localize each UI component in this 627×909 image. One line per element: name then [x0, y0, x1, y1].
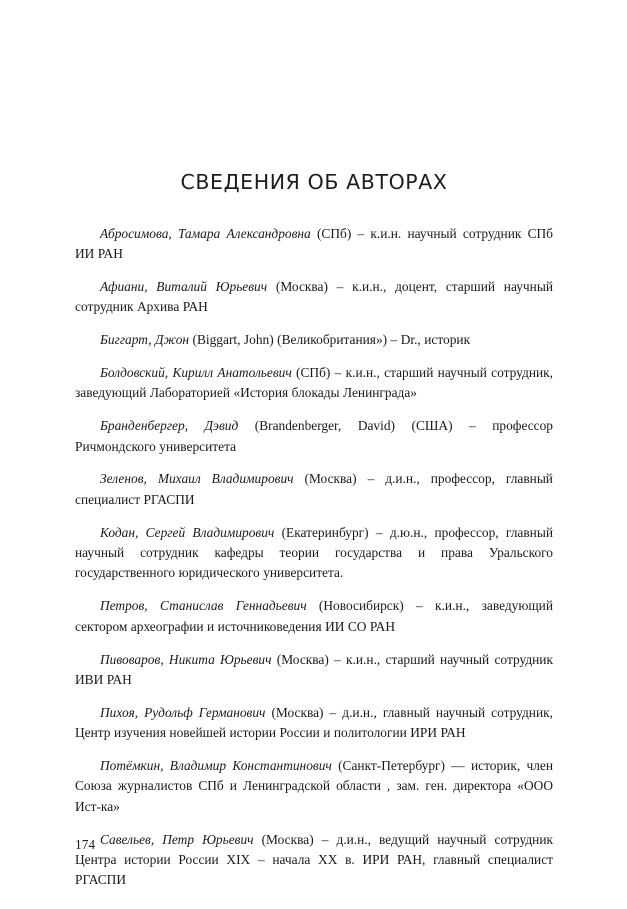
author-entry — [75, 363, 553, 404]
author-details: (Москва) – к.и.н., доцент, старший научный сотрудник Архива РАН — [75, 278, 553, 315]
author-name: Пихоя, Рудольф Германович — [100, 704, 266, 720]
author-entry — [75, 277, 553, 318]
author-details: (Biggart, John) (Великобритания») – Dr., историк — [189, 332, 471, 348]
author-details: (СПб) – к.и.н. научный сотрудник СПб ИИ РАН — [75, 225, 553, 261]
author-details: (Москва) – д.и.н., ведущий научный сотрудник Центра истории России XIX – начала XX в. ИРИ РАН, главный специалист РГАСПИ — [75, 831, 554, 888]
author-name: Афиани, Виталий Юрьевич — [100, 278, 268, 294]
author-details: (Екатеринбург) – д.ю.н., профессор, главный научный сотрудник кафедры теории государства и права Уральского государственного юридического университета. — [75, 524, 553, 581]
author-entry — [75, 756, 553, 817]
page-content — [75, 0, 553, 891]
author-entry — [75, 596, 553, 637]
author-name: Зеленов, Михаил Владимирович — [100, 471, 294, 487]
author-entry — [75, 523, 553, 584]
author-details: (Санкт-Петербург) — историк, член Союза журналистов СПб и Ленинградской области , зам. ген. директора «ООО Ист-ка» — [75, 758, 553, 814]
author-details: (Москва) – к.и.н., старший научный сотрудник ИВИ РАН — [75, 651, 553, 687]
author-name: Потёмкин, Владимир Константинович — [100, 758, 332, 774]
author-entries-list — [75, 224, 553, 891]
author-name: Биггарт, Джон — [100, 332, 190, 348]
author-entry — [75, 330, 553, 350]
author-details: (Москва) – д.и.н., профессор, главный специалист РГАСПИ — [75, 471, 553, 507]
author-details: (Brandenberger, David) (США) – профессор Ричмондского университета — [75, 418, 553, 454]
author-entry — [75, 224, 553, 265]
author-details: (Москва) – д.и.н., главный научный сотрудник, Центр изучения новейшей истории России и политологии ИРИ РАН — [75, 704, 553, 741]
page-title: СВЕДЕНИЯ ОБ АВТОРАХ — [180, 170, 448, 194]
page-number: 174 — [75, 837, 96, 852]
author-entry — [75, 650, 553, 691]
author-entry — [75, 830, 553, 891]
author-name: Пивоваров, Никита Юрьевич — [100, 651, 272, 667]
author-details: (СПб) – к.и.н., старший научный сотрудник, заведующий Лабораторией «История блокады Ленинграда» — [75, 364, 553, 401]
author-entry — [75, 703, 553, 744]
author-details: (Новосибирск) – к.и.н., заведующий сектором археографии и источниковедения ИИ СО РАН — [75, 598, 553, 634]
author-name: Савельев, Петр Юрьевич — [100, 831, 254, 847]
author-name: Абросимова, Тамара Александровна — [100, 225, 311, 241]
author-name: Кодан, Сергей Владимирович — [100, 524, 275, 540]
author-entry — [75, 416, 553, 457]
author-name: Петров, Станислав Геннадьевич — [100, 598, 307, 614]
author-name: Болдовский, Кирилл Анатольевич — [100, 364, 292, 380]
author-name: Бранденбергер, Дэвид — [100, 418, 239, 434]
author-entry — [75, 469, 553, 510]
